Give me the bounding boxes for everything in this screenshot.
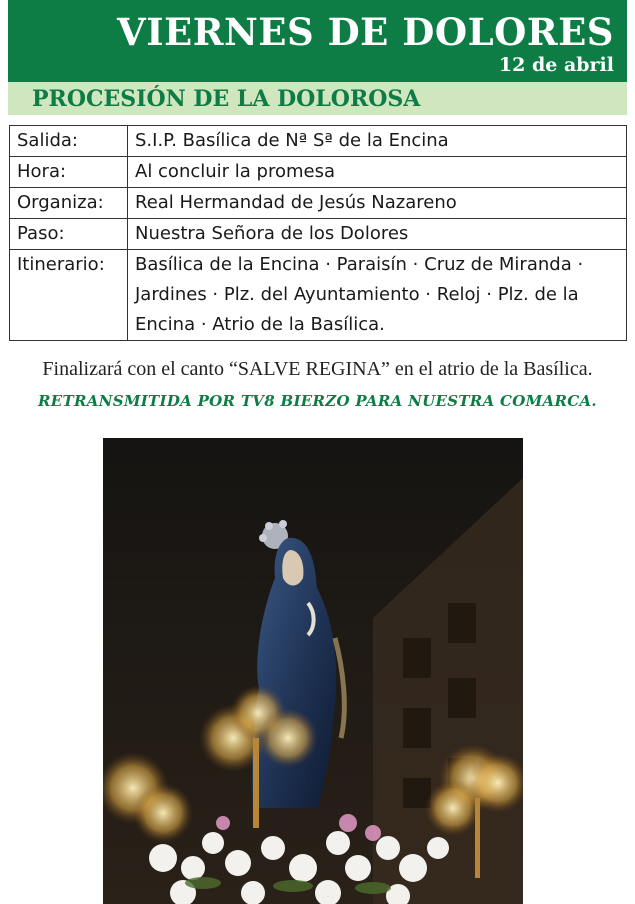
row-label: Itinerario: bbox=[10, 250, 128, 341]
broadcast-note: RETRANSMITIDA POR TV8 BIERZO PARA NUESTRA COMARCA. bbox=[38, 392, 597, 410]
row-value: S.I.P. Basílica de Nª Sª de la Encina bbox=[128, 126, 627, 157]
table-row bbox=[10, 126, 627, 157]
row-label: Salida: bbox=[10, 126, 128, 157]
procession-info-table bbox=[9, 125, 627, 341]
row-label: Paso: bbox=[10, 219, 128, 250]
table-row bbox=[10, 188, 627, 219]
itinerary-line: Basílica de la Encina · Paraisín · Cruz de Miranda · bbox=[135, 254, 584, 275]
row-label: Hora: bbox=[10, 157, 128, 188]
subtitle-band bbox=[8, 82, 627, 115]
itinerary-line: Encina · Atrio de la Basílica. bbox=[135, 314, 385, 335]
table-row bbox=[10, 157, 627, 188]
closing-note: Finalizará con el canto “SALVE REGINA” en el atrio de la Basílica. bbox=[42, 358, 593, 380]
row-value: Nuestra Señora de los Dolores bbox=[128, 219, 627, 250]
table-row bbox=[10, 219, 627, 250]
procession-photo bbox=[103, 438, 523, 904]
statue-image bbox=[103, 438, 523, 904]
header-banner bbox=[8, 0, 627, 82]
page-title: VIERNES DE DOLORES bbox=[117, 10, 614, 54]
procession-title: PROCESIÓN DE LA DOLOROSA bbox=[32, 86, 421, 112]
row-label: Organiza: bbox=[10, 188, 128, 219]
event-date: 12 de abril bbox=[498, 54, 614, 76]
row-value: Real Hermandad de Jesús Nazareno bbox=[128, 188, 627, 219]
itinerary-line: Jardines · Plz. del Ayuntamiento · Reloj · Plz. de la bbox=[135, 284, 579, 305]
itinerary-value bbox=[128, 250, 627, 341]
table-row bbox=[10, 250, 627, 341]
row-value: Al concluir la promesa bbox=[128, 157, 627, 188]
